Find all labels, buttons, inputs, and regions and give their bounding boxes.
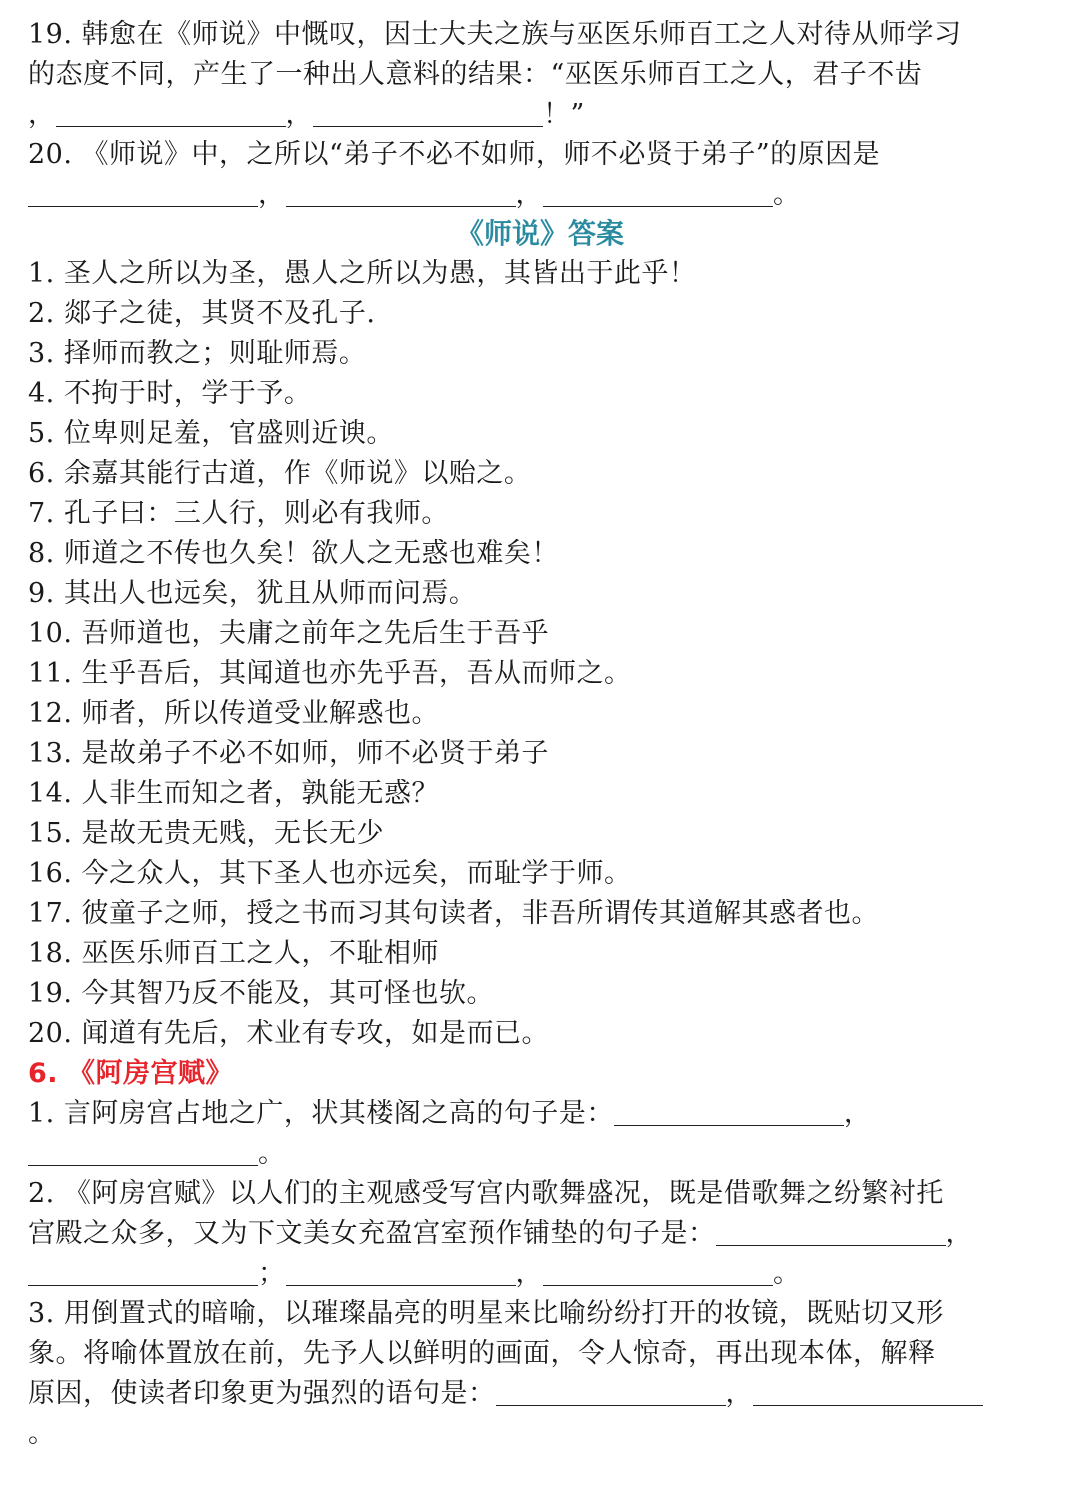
- s6-q2-blank-1[interactable]: [716, 1217, 946, 1246]
- s6-q3-line-4: [28, 1414, 1062, 1454]
- answers-title: 《师说》答案: [455, 217, 624, 250]
- answer-item: 9. 其出人也远矣，犹且从师而问焉。: [28, 578, 477, 609]
- s6-q3-line-3: [28, 1374, 1062, 1414]
- answer-item: 17. 彼童子之师，授之书而习其句读者，非吾所谓传其道解其惑者也。: [28, 898, 880, 929]
- s6-q3-sep: ，: [725, 1378, 753, 1409]
- s6-q1-line-2: [28, 1134, 1062, 1174]
- s6-q2-blank-4[interactable]: [543, 1257, 773, 1286]
- s6-q1-blank-1[interactable]: [614, 1097, 844, 1126]
- answer-item: 19. 今其智乃反不能及，其可怪也欤。: [28, 978, 495, 1009]
- s6-q2-line-3: [28, 1254, 1062, 1294]
- s6-q2-end: 。: [773, 1258, 801, 1289]
- answer-item: 15. 是故无贵无贱，无长无少: [28, 818, 385, 849]
- s6-q2-line-1: [28, 1174, 1062, 1214]
- s6-q3-text-3: 原因，使读者印象更为强烈的语句是：: [28, 1378, 496, 1409]
- answer-item: 18. 巫医乐师百工之人，不耻相师: [28, 938, 440, 969]
- q19-comma-a: ，: [28, 99, 56, 130]
- q20-line-1: [28, 135, 1062, 175]
- s6-q1-text: 1. 言阿房宫占地之广，状其楼阁之高的句子是：: [28, 1098, 614, 1129]
- answer-item: 1. 圣人之所以为圣，愚人之所以为愚，其皆出于此乎！: [28, 258, 697, 289]
- q20-sep-1: ，: [258, 179, 286, 210]
- q19-blank-1[interactable]: [56, 98, 286, 127]
- s6-q3-end: 。: [28, 1418, 56, 1449]
- answer-item: 13. 是故弟子不必不如师，师不必贤于弟子: [28, 738, 550, 769]
- answer-item: 16. 今之众人，其下圣人也亦远矣，而耻学于师。: [28, 858, 632, 889]
- q20-blank-1[interactable]: [28, 178, 258, 207]
- s6-q3-line-2: [28, 1334, 1062, 1374]
- answer-item: 14. 人非生而知之者，孰能无惑？: [28, 778, 440, 809]
- q19-line-1: [28, 15, 1062, 55]
- answer-item: 7. 孔子曰：三人行，则必有我师。: [28, 498, 449, 529]
- answer-item: 20. 闻道有先后，术业有专攻，如是而已。: [28, 1018, 550, 1049]
- s6-q2-text-1: 2. 《阿房宫赋》以人们的主观感受写宫内歌舞盛况，既是借歌舞之纷繁衬托: [28, 1178, 944, 1209]
- answer-item: 4. 不拘于时，学于予。: [28, 378, 312, 409]
- q19-line-2: [28, 55, 1062, 95]
- s6-q2-sep-1: ，: [945, 1218, 973, 1249]
- s6-q1-sep: ，: [843, 1098, 872, 1129]
- answer-item: 10. 吾师道也，夫庸之前年之先后生于吾乎: [28, 618, 550, 649]
- q19-blank-2[interactable]: [313, 98, 543, 127]
- s6-q1-blank-2[interactable]: [28, 1137, 258, 1166]
- s6-q3-text-1: 3. 用倒置式的暗喻，以璀璨晶亮的明星来比喻纷纷打开的妆镜，既贴切又形: [28, 1298, 944, 1329]
- s6-q2-sep-2: ；: [258, 1258, 286, 1289]
- s6-q2-sep-3: ，: [515, 1258, 543, 1289]
- q19-line-3: [28, 95, 1062, 135]
- answer-item: 2. 郯子之徒，其贤不及孔子.: [28, 298, 376, 329]
- s6-q1-line-1: [28, 1094, 1062, 1134]
- s6-q3-blank-1[interactable]: [496, 1377, 726, 1406]
- q20-end: 。: [773, 179, 801, 210]
- q20-line-2: [28, 175, 1062, 215]
- answer-item: 12. 师者，所以传道受业解惑也。: [28, 698, 440, 729]
- s6-q3-line-1: [28, 1294, 1062, 1334]
- q19-text-1: 19. 韩愈在《师说》中慨叹，因士大夫之族与巫医乐师百工之人对待从师学习: [28, 19, 962, 50]
- q19-text-2: 的态度不同，产生了一种出人意料的结果：“巫医乐师百工之人，君子不齿: [28, 59, 923, 90]
- s6-q2-blank-2[interactable]: [28, 1257, 258, 1286]
- q19-comma-b: ，: [285, 99, 313, 130]
- q20-blank-2[interactable]: [286, 178, 516, 207]
- q20-sep-2: ，: [515, 179, 543, 210]
- s6-q1-end: 。: [258, 1138, 286, 1169]
- s6-q3-blank-2[interactable]: [753, 1377, 983, 1406]
- q20-blank-3[interactable]: [543, 178, 773, 207]
- s6-q2-line-2: [28, 1214, 1062, 1254]
- answer-item: 5. 位卑则足羞，官盛则近谀。: [28, 418, 394, 449]
- s6-q3-text-2: 象。将喻体置放在前，先予人以鲜明的画面，令人惊奇，再出现本体，解释: [28, 1338, 936, 1369]
- s6-q2-text-2: 宫殿之众多，又为下文美女充盈宫室预作铺垫的句子是：: [28, 1218, 716, 1249]
- answer-item: 6. 余嘉其能行古道，作《师说》以贻之。: [28, 458, 532, 489]
- section-heading: 6. 《阿房宫赋》: [28, 1058, 233, 1089]
- answer-item: 8. 师道之不传也久矣！欲人之无惑也难矣！: [28, 538, 559, 569]
- q19-end: ！”: [543, 99, 585, 130]
- s6-q2-blank-3[interactable]: [286, 1257, 516, 1286]
- answer-item: 3. 择师而教之；则耻师焉。: [28, 338, 367, 369]
- answer-item: 11. 生乎吾后，其闻道也亦先乎吾，吾从而师之。: [28, 658, 632, 689]
- q20-text-1: 20. 《师说》中，之所以“弟子不必不如师，师不必贤于弟子”的原因是: [28, 139, 881, 170]
